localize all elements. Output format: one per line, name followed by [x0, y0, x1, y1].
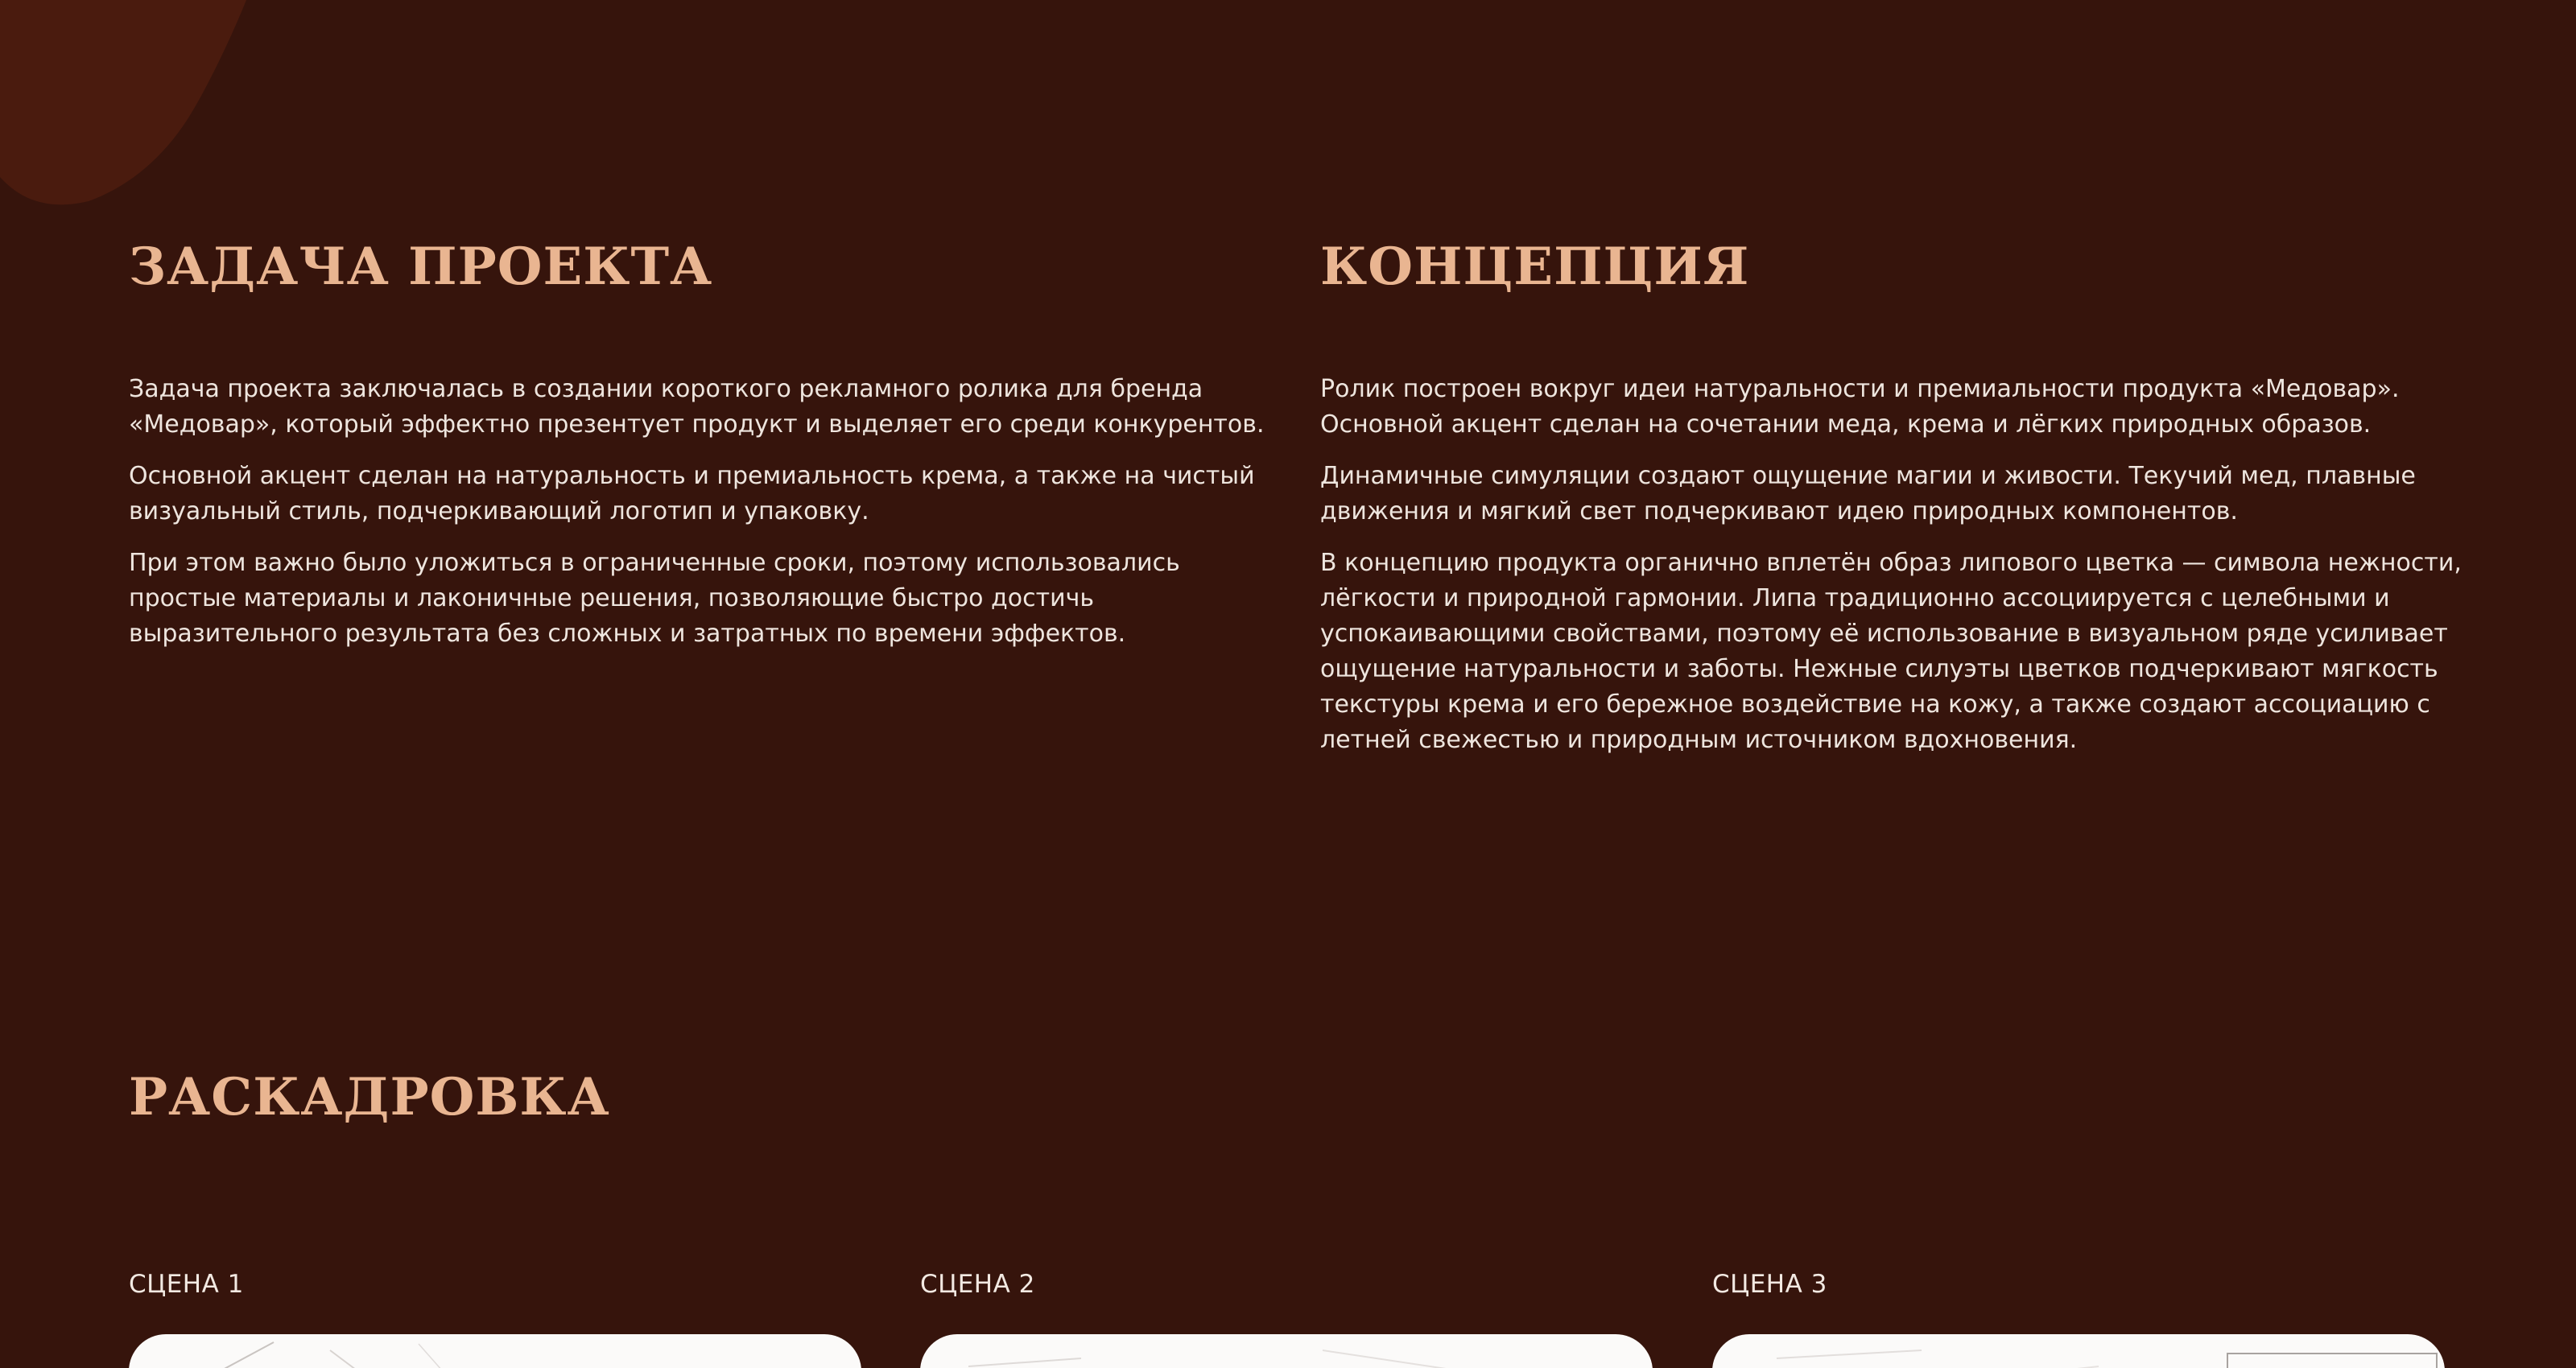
scene-label: СЦЕНА 2: [920, 1270, 1035, 1299]
scene-sketch: [920, 1334, 1653, 1368]
concept-paragraph-1: Ролик построен вокруг идеи натуральности и премиальности продукта «Медовар». Основной акцент сделан на сочетании меда, крема и лёгких природных образов.: [1320, 375, 2400, 439]
task-paragraph-3: При этом важно было уложиться в ограниченные сроки, поэтому использовались простые материалы и лаконичные решения, позволяющие быстро достичь выразительного результата без сложных и затратных по времени эффектов.: [129, 549, 1180, 648]
concept-text: [1320, 372, 2463, 774]
task-paragraph-2: Основной акцент сделан на натуральность и премиальность крема, а также на чистый визуальный стиль, подчеркивающий логотип и упаковку.: [129, 462, 1255, 525]
scene-sketch: [129, 1334, 861, 1368]
concept-paragraph-3: В концепцию продукта органично вплетён образ липового цветка — символа нежности, лёгкости и природной гармонии. Липа традиционно ассоциируется с целебными и успокаивающими свойствами, поэтому её использование в визуальном ряде усиливает ощущение натуральности и заботы. Нежные силуэты цветков подчеркивают мягкость текстуры крема и его бережное воздействие на кожу, а также создают ассоциацию с летней свежестью и природным источником вдохновения.: [1320, 549, 2462, 754]
storyboard-heading: РАСКАДРОВКА: [129, 1067, 610, 1127]
task-heading: ЗАДАЧА ПРОЕКТА: [129, 237, 713, 297]
concept-heading: КОНЦЕПЦИЯ: [1320, 237, 1750, 297]
task-paragraph-1: Задача проекта заключалась в создании короткого рекламного ролика для бренда «Медовар», который эффектно презентует продукт и выделяет его среди конкурентов.: [129, 375, 1265, 439]
scene-image[interactable]: [920, 1334, 1653, 1368]
scene-image[interactable]: [129, 1334, 861, 1368]
scene-label: СЦЕНА 3: [1712, 1270, 1827, 1299]
scene-label: СЦЕНА 1: [129, 1270, 244, 1299]
scene-image[interactable]: [1712, 1334, 2445, 1368]
decorative-blob: [0, 0, 258, 217]
scene-sketch: [1712, 1334, 2445, 1368]
task-text: [129, 372, 1272, 668]
concept-paragraph-2: Динамичные симуляции создают ощущение магии и живости. Текучий мед, плавные движения и мягкий свет подчеркивают идею природных компонентов.: [1320, 462, 2416, 525]
